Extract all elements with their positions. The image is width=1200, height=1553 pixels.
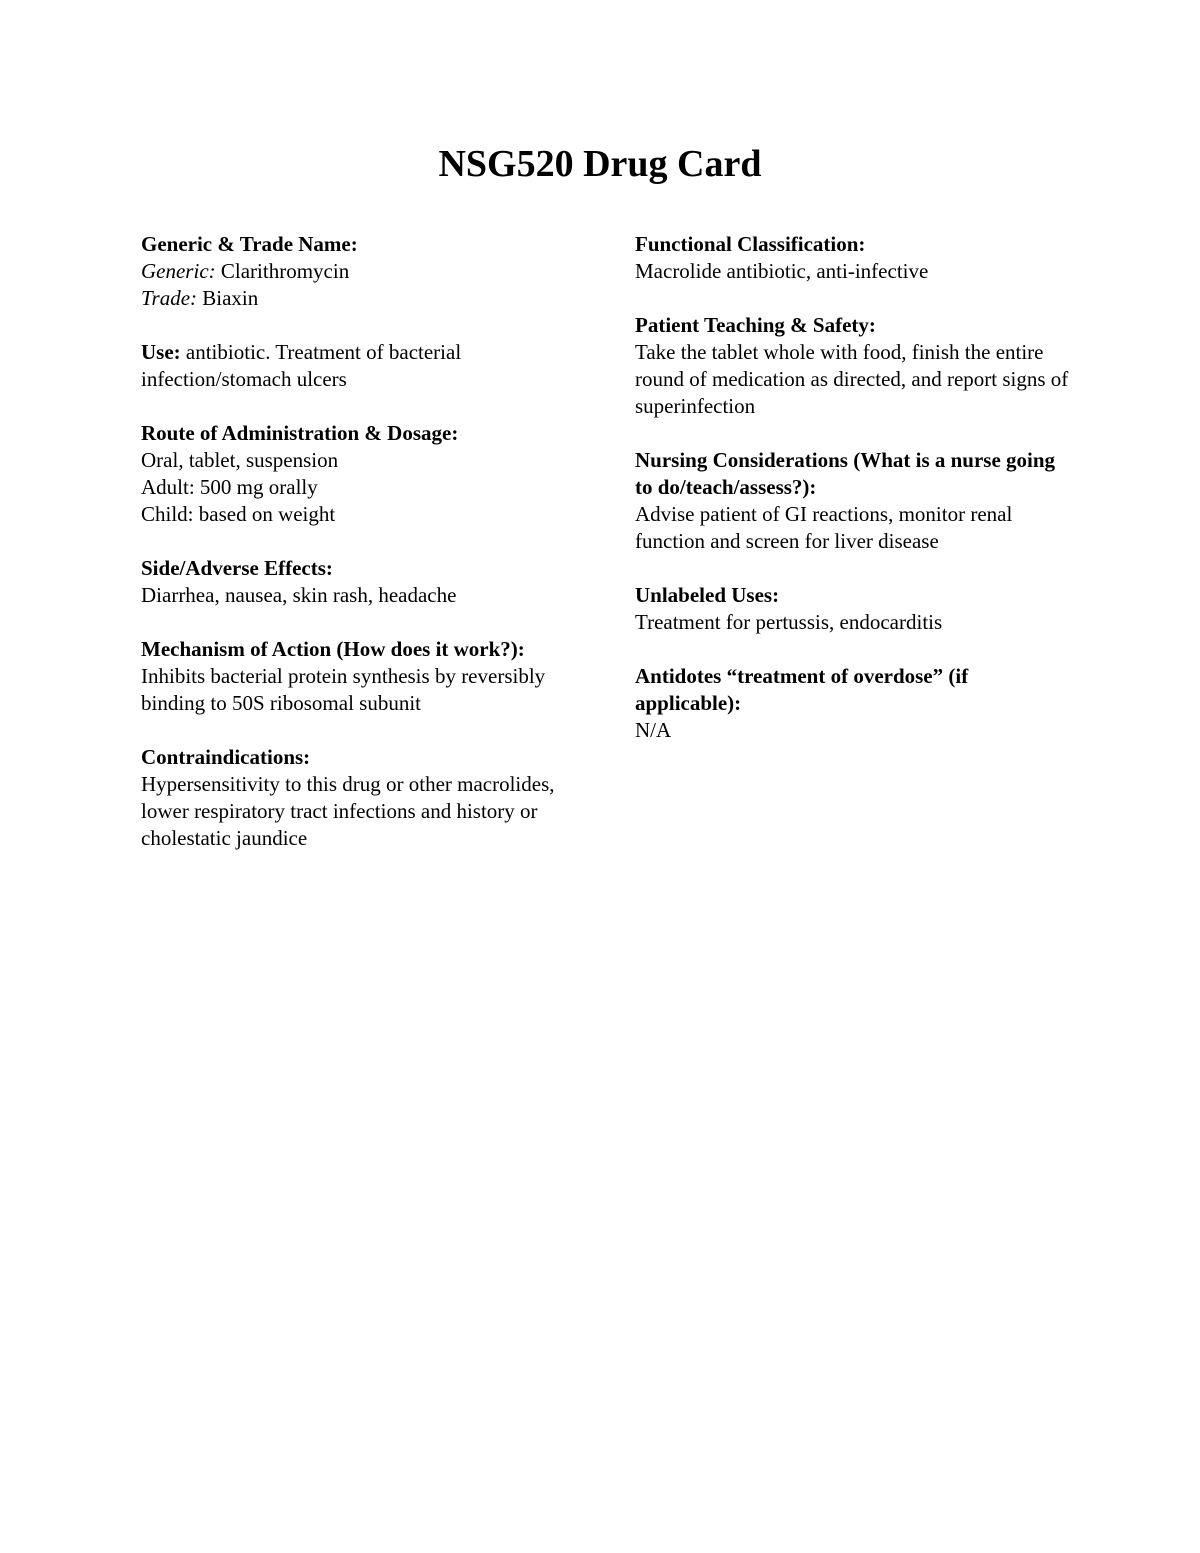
page-title: NSG520 Drug Card xyxy=(438,143,762,185)
route-line: Oral, tablet, suspension xyxy=(141,448,339,472)
child-dose-line: Child: based on weight xyxy=(141,502,336,526)
trade-label: Trade: xyxy=(141,286,198,310)
contraindications-heading: Contraindications: xyxy=(141,745,311,769)
unlabeled-heading: Unlabeled Uses: xyxy=(635,583,780,607)
left-column xyxy=(141,231,581,879)
route-heading: Route of Administration & Dosage: xyxy=(141,421,459,445)
route-section xyxy=(141,420,581,528)
generic-trade-heading: Generic & Trade Name: xyxy=(141,232,358,256)
teaching-section xyxy=(635,312,1075,420)
nursing-heading: Nursing Considerations (What is a nurse going to do/teach/assess?): xyxy=(635,448,1056,499)
classification-text: Macrolide antibiotic, anti-infective xyxy=(635,259,929,283)
adult-dose-line: Adult: 500 mg orally xyxy=(141,475,318,499)
classification-heading: Functional Classification: xyxy=(635,232,866,256)
side-effects-heading: Side/Adverse Effects: xyxy=(141,556,333,580)
trade-value: Biaxin xyxy=(197,286,259,310)
teaching-heading: Patient Teaching & Safety: xyxy=(635,313,876,337)
unlabeled-text: Treatment for pertussis, endocarditis xyxy=(635,610,943,634)
side-effects-section xyxy=(141,555,581,609)
nursing-text: Advise patient of GI reactions, monitor renal function and screen for liver disease xyxy=(635,502,1013,553)
classification-section xyxy=(635,231,1075,285)
side-effects-text: Diarrhea, nausea, skin rash, headache xyxy=(141,583,457,607)
use-section xyxy=(141,339,581,393)
right-column xyxy=(635,231,1075,771)
contraindications-section xyxy=(141,744,581,852)
mechanism-text: Inhibits bacterial protein synthesis by reversibly binding to 50S ribosomal subunit xyxy=(141,664,546,715)
generic-name-line xyxy=(141,258,581,285)
contraindications-text: Hypersensitivity to this drug or other macrolides, lower respiratory tract infections and history or cholestatic jaundice xyxy=(141,772,555,850)
antidotes-section xyxy=(635,663,1075,744)
antidotes-text: N/A xyxy=(635,718,672,742)
nursing-section xyxy=(635,447,1075,555)
trade-name-line xyxy=(141,285,581,312)
teaching-text: Take the tablet whole with food, finish the entire round of medication as directed, and report signs of superinfection xyxy=(635,340,1069,418)
unlabeled-section xyxy=(635,582,1075,636)
mechanism-heading: Mechanism of Action (How does it work?): xyxy=(141,637,525,661)
generic-value: Clarithromycin xyxy=(215,259,350,283)
mechanism-section xyxy=(141,636,581,717)
antidotes-heading: Antidotes “treatment of overdose” (if applicable): xyxy=(635,664,969,715)
generic-label: Generic: xyxy=(141,259,216,283)
generic-trade-section xyxy=(141,231,581,312)
use-text: antibiotic. Treatment of bacterial infection/stomach ulcers xyxy=(141,340,462,391)
use-label: Use: xyxy=(141,340,181,364)
